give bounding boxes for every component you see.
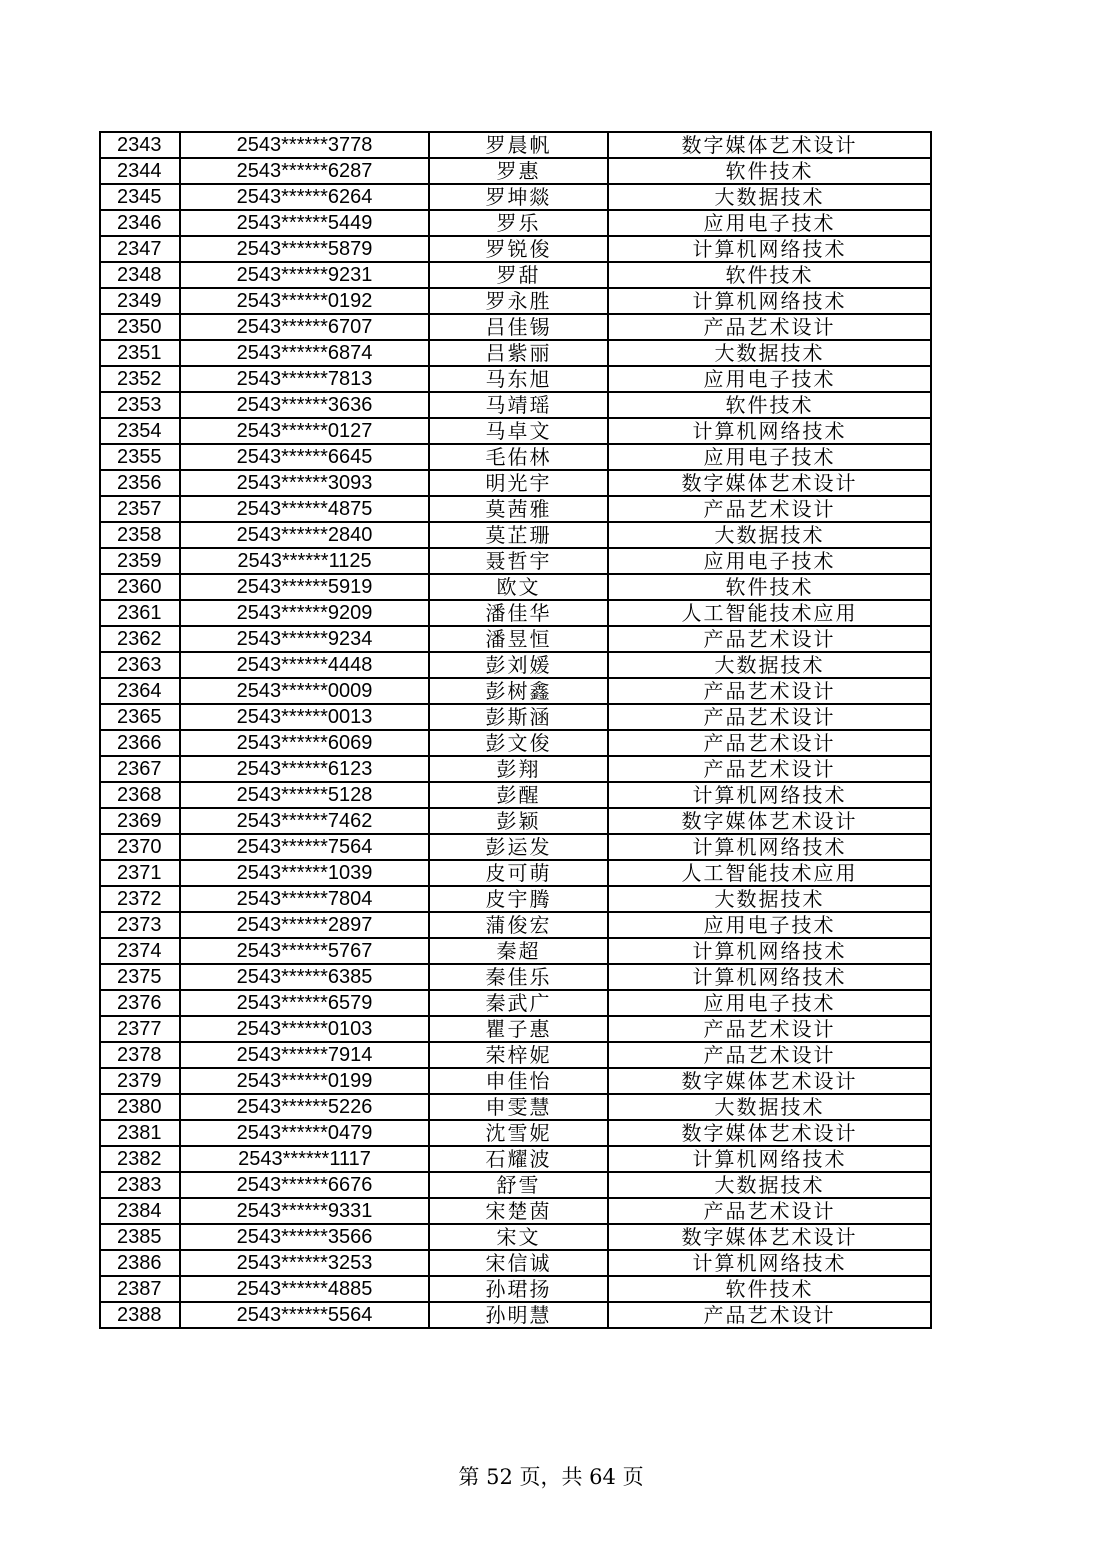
name-cell: 彭树鑫 (429, 678, 608, 704)
id-cell: 2543******1039 (180, 860, 429, 886)
name-cell: 彭运发 (429, 834, 608, 860)
major-cell: 数字媒体艺术设计 (608, 132, 931, 158)
seq-cell: 2378 (100, 1042, 180, 1068)
id-cell: 2543******6707 (180, 314, 429, 340)
name-cell: 石耀波 (429, 1146, 608, 1172)
seq-cell: 2352 (100, 366, 180, 392)
name-cell: 沈雪妮 (429, 1120, 608, 1146)
seq-cell: 2380 (100, 1094, 180, 1120)
seq-cell: 2364 (100, 678, 180, 704)
major-cell: 应用电子技术 (608, 990, 931, 1016)
major-cell: 产品艺术设计 (608, 730, 931, 756)
name-cell: 罗坤燚 (429, 184, 608, 210)
id-cell: 2543******1125 (180, 548, 429, 574)
seq-cell: 2346 (100, 210, 180, 236)
id-cell: 2543******7914 (180, 1042, 429, 1068)
seq-cell: 2374 (100, 938, 180, 964)
table-row (100, 132, 931, 158)
seq-cell: 2363 (100, 652, 180, 678)
table-row (100, 730, 931, 756)
roster-table (99, 131, 932, 1329)
seq-cell: 2370 (100, 834, 180, 860)
major-cell: 计算机网络技术 (608, 782, 931, 808)
table-row (100, 834, 931, 860)
name-cell: 罗永胜 (429, 288, 608, 314)
table-row (100, 1172, 931, 1198)
table-row (100, 1302, 931, 1328)
table-row (100, 756, 931, 782)
name-cell: 孙珺扬 (429, 1276, 608, 1302)
name-cell: 荣梓妮 (429, 1042, 608, 1068)
name-cell: 吕佳锡 (429, 314, 608, 340)
name-cell: 马东旭 (429, 366, 608, 392)
major-cell: 应用电子技术 (608, 912, 931, 938)
table-row (100, 158, 931, 184)
table-row (100, 1016, 931, 1042)
id-cell: 2543******4885 (180, 1276, 429, 1302)
major-cell: 计算机网络技术 (608, 418, 931, 444)
major-cell: 应用电子技术 (608, 210, 931, 236)
id-cell: 2543******3253 (180, 1250, 429, 1276)
table-row (100, 1198, 931, 1224)
id-cell: 2543******0192 (180, 288, 429, 314)
id-cell: 2543******0009 (180, 678, 429, 704)
name-cell: 罗锐俊 (429, 236, 608, 262)
name-cell: 彭刘媛 (429, 652, 608, 678)
name-cell: 申雯慧 (429, 1094, 608, 1120)
major-cell: 产品艺术设计 (608, 1302, 931, 1328)
table-row (100, 288, 931, 314)
name-cell: 彭文俊 (429, 730, 608, 756)
table-row (100, 1120, 931, 1146)
table-row (100, 444, 931, 470)
id-cell: 2543******5919 (180, 574, 429, 600)
table-row (100, 1042, 931, 1068)
roster-body (100, 132, 931, 1328)
seq-cell: 2388 (100, 1302, 180, 1328)
seq-cell: 2377 (100, 1016, 180, 1042)
name-cell: 秦武广 (429, 990, 608, 1016)
seq-cell: 2348 (100, 262, 180, 288)
table-row (100, 210, 931, 236)
id-cell: 2543******4875 (180, 496, 429, 522)
seq-cell: 2371 (100, 860, 180, 886)
seq-cell: 2369 (100, 808, 180, 834)
page-number: 第 52 页，共 64 页 (458, 1465, 644, 1489)
name-cell: 罗晨帆 (429, 132, 608, 158)
seq-cell: 2381 (100, 1120, 180, 1146)
table-row (100, 782, 931, 808)
seq-cell: 2376 (100, 990, 180, 1016)
seq-cell: 2362 (100, 626, 180, 652)
table-row (100, 522, 931, 548)
table-row (100, 808, 931, 834)
major-cell: 大数据技术 (608, 886, 931, 912)
table-row (100, 366, 931, 392)
table-row (100, 1146, 931, 1172)
name-cell: 皮宇腾 (429, 886, 608, 912)
id-cell: 2543******3093 (180, 470, 429, 496)
id-cell: 2543******2840 (180, 522, 429, 548)
name-cell: 彭醒 (429, 782, 608, 808)
id-cell: 2543******7462 (180, 808, 429, 834)
seq-cell: 2355 (100, 444, 180, 470)
id-cell: 2543******3636 (180, 392, 429, 418)
major-cell: 应用电子技术 (608, 366, 931, 392)
table-row (100, 392, 931, 418)
seq-cell: 2344 (100, 158, 180, 184)
seq-cell: 2375 (100, 964, 180, 990)
name-cell: 申佳怡 (429, 1068, 608, 1094)
table-row (100, 1276, 931, 1302)
name-cell: 聂哲宇 (429, 548, 608, 574)
major-cell: 计算机网络技术 (608, 834, 931, 860)
id-cell: 2543******5564 (180, 1302, 429, 1328)
major-cell: 产品艺术设计 (608, 314, 931, 340)
seq-cell: 2353 (100, 392, 180, 418)
name-cell: 毛佑林 (429, 444, 608, 470)
seq-cell: 2349 (100, 288, 180, 314)
major-cell: 计算机网络技术 (608, 1250, 931, 1276)
seq-cell: 2343 (100, 132, 180, 158)
name-cell: 宋文 (429, 1224, 608, 1250)
seq-cell: 2367 (100, 756, 180, 782)
seq-cell: 2368 (100, 782, 180, 808)
id-cell: 2543******6123 (180, 756, 429, 782)
table-row (100, 1068, 931, 1094)
name-cell: 彭翔 (429, 756, 608, 782)
seq-cell: 2351 (100, 340, 180, 366)
table-row (100, 340, 931, 366)
major-cell: 产品艺术设计 (608, 1198, 931, 1224)
major-cell: 数字媒体艺术设计 (608, 1224, 931, 1250)
table-row (100, 184, 931, 210)
table-row (100, 678, 931, 704)
id-cell: 2543******5128 (180, 782, 429, 808)
id-cell: 2543******9234 (180, 626, 429, 652)
major-cell: 数字媒体艺术设计 (608, 808, 931, 834)
major-cell: 大数据技术 (608, 652, 931, 678)
table-row (100, 548, 931, 574)
name-cell: 孙明慧 (429, 1302, 608, 1328)
id-cell: 2543******5879 (180, 236, 429, 262)
name-cell: 舒雪 (429, 1172, 608, 1198)
name-cell: 皮可萌 (429, 860, 608, 886)
major-cell: 大数据技术 (608, 522, 931, 548)
major-cell: 产品艺术设计 (608, 756, 931, 782)
table-row (100, 1250, 931, 1276)
id-cell: 2543******6645 (180, 444, 429, 470)
table-row (100, 652, 931, 678)
seq-cell: 2347 (100, 236, 180, 262)
id-cell: 2543******9331 (180, 1198, 429, 1224)
name-cell: 彭斯涵 (429, 704, 608, 730)
table-row (100, 496, 931, 522)
seq-cell: 2373 (100, 912, 180, 938)
table-row (100, 262, 931, 288)
major-cell: 产品艺术设计 (608, 704, 931, 730)
seq-cell: 2358 (100, 522, 180, 548)
id-cell: 2543******6385 (180, 964, 429, 990)
major-cell: 软件技术 (608, 392, 931, 418)
name-cell: 马卓文 (429, 418, 608, 444)
name-cell: 宋信诚 (429, 1250, 608, 1276)
seq-cell: 2379 (100, 1068, 180, 1094)
table-row (100, 860, 931, 886)
id-cell: 2543******7804 (180, 886, 429, 912)
id-cell: 2543******6069 (180, 730, 429, 756)
name-cell: 蒲俊宏 (429, 912, 608, 938)
id-cell: 2543******0479 (180, 1120, 429, 1146)
id-cell: 2543******6579 (180, 990, 429, 1016)
major-cell: 软件技术 (608, 1276, 931, 1302)
name-cell: 欧文 (429, 574, 608, 600)
table-row (100, 964, 931, 990)
id-cell: 2543******7813 (180, 366, 429, 392)
name-cell: 莫芷珊 (429, 522, 608, 548)
major-cell: 产品艺术设计 (608, 1016, 931, 1042)
seq-cell: 2345 (100, 184, 180, 210)
id-cell: 2543******2897 (180, 912, 429, 938)
major-cell: 软件技术 (608, 574, 931, 600)
table-row (100, 938, 931, 964)
major-cell: 产品艺术设计 (608, 678, 931, 704)
major-cell: 应用电子技术 (608, 548, 931, 574)
seq-cell: 2383 (100, 1172, 180, 1198)
id-cell: 2543******7564 (180, 834, 429, 860)
major-cell: 数字媒体艺术设计 (608, 1120, 931, 1146)
seq-cell: 2386 (100, 1250, 180, 1276)
table-row (100, 600, 931, 626)
major-cell: 计算机网络技术 (608, 938, 931, 964)
name-cell: 吕紫丽 (429, 340, 608, 366)
major-cell: 产品艺术设计 (608, 1042, 931, 1068)
table-row (100, 704, 931, 730)
id-cell: 2543******6874 (180, 340, 429, 366)
id-cell: 2543******5449 (180, 210, 429, 236)
seq-cell: 2384 (100, 1198, 180, 1224)
id-cell: 2543******0199 (180, 1068, 429, 1094)
table-row (100, 314, 931, 340)
id-cell: 2543******9209 (180, 600, 429, 626)
id-cell: 2543******0103 (180, 1016, 429, 1042)
name-cell: 瞿子惠 (429, 1016, 608, 1042)
seq-cell: 2366 (100, 730, 180, 756)
name-cell: 罗惠 (429, 158, 608, 184)
id-cell: 2543******6264 (180, 184, 429, 210)
major-cell: 计算机网络技术 (608, 1146, 931, 1172)
seq-cell: 2372 (100, 886, 180, 912)
major-cell: 软件技术 (608, 262, 931, 288)
seq-cell: 2357 (100, 496, 180, 522)
table-row (100, 418, 931, 444)
seq-cell: 2361 (100, 600, 180, 626)
table-row (100, 912, 931, 938)
id-cell: 2543******5226 (180, 1094, 429, 1120)
id-cell: 2543******6676 (180, 1172, 429, 1198)
seq-cell: 2360 (100, 574, 180, 600)
name-cell: 莫茜雅 (429, 496, 608, 522)
id-cell: 2543******3566 (180, 1224, 429, 1250)
major-cell: 数字媒体艺术设计 (608, 470, 931, 496)
name-cell: 罗乐 (429, 210, 608, 236)
seq-cell: 2359 (100, 548, 180, 574)
major-cell: 应用电子技术 (608, 444, 931, 470)
major-cell: 软件技术 (608, 158, 931, 184)
seq-cell: 2387 (100, 1276, 180, 1302)
seq-cell: 2382 (100, 1146, 180, 1172)
id-cell: 2543******3778 (180, 132, 429, 158)
seq-cell: 2365 (100, 704, 180, 730)
major-cell: 人工智能技术应用 (608, 860, 931, 886)
name-cell: 秦佳乐 (429, 964, 608, 990)
table-row (100, 236, 931, 262)
name-cell: 明光宇 (429, 470, 608, 496)
major-cell: 计算机网络技术 (608, 288, 931, 314)
table-row (100, 626, 931, 652)
name-cell: 潘佳华 (429, 600, 608, 626)
id-cell: 2543******0013 (180, 704, 429, 730)
id-cell: 2543******1117 (180, 1146, 429, 1172)
table-row (100, 1224, 931, 1250)
name-cell: 罗甜 (429, 262, 608, 288)
table-row (100, 574, 931, 600)
id-cell: 2543******6287 (180, 158, 429, 184)
table-row (100, 470, 931, 496)
seq-cell: 2356 (100, 470, 180, 496)
name-cell: 宋楚茵 (429, 1198, 608, 1224)
seq-cell: 2350 (100, 314, 180, 340)
major-cell: 数字媒体艺术设计 (608, 1068, 931, 1094)
major-cell: 产品艺术设计 (608, 496, 931, 522)
name-cell: 马靖瑶 (429, 392, 608, 418)
seq-cell: 2354 (100, 418, 180, 444)
seq-cell: 2385 (100, 1224, 180, 1250)
major-cell: 大数据技术 (608, 1172, 931, 1198)
id-cell: 2543******0127 (180, 418, 429, 444)
name-cell: 秦超 (429, 938, 608, 964)
major-cell: 大数据技术 (608, 184, 931, 210)
table-row (100, 990, 931, 1016)
id-cell: 2543******5767 (180, 938, 429, 964)
id-cell: 2543******4448 (180, 652, 429, 678)
id-cell: 2543******9231 (180, 262, 429, 288)
name-cell: 潘昱恒 (429, 626, 608, 652)
major-cell: 大数据技术 (608, 1094, 931, 1120)
name-cell: 彭颖 (429, 808, 608, 834)
major-cell: 计算机网络技术 (608, 236, 931, 262)
major-cell: 计算机网络技术 (608, 964, 931, 990)
major-cell: 人工智能技术应用 (608, 600, 931, 626)
table-row (100, 886, 931, 912)
major-cell: 产品艺术设计 (608, 626, 931, 652)
major-cell: 大数据技术 (608, 340, 931, 366)
table-row (100, 1094, 931, 1120)
